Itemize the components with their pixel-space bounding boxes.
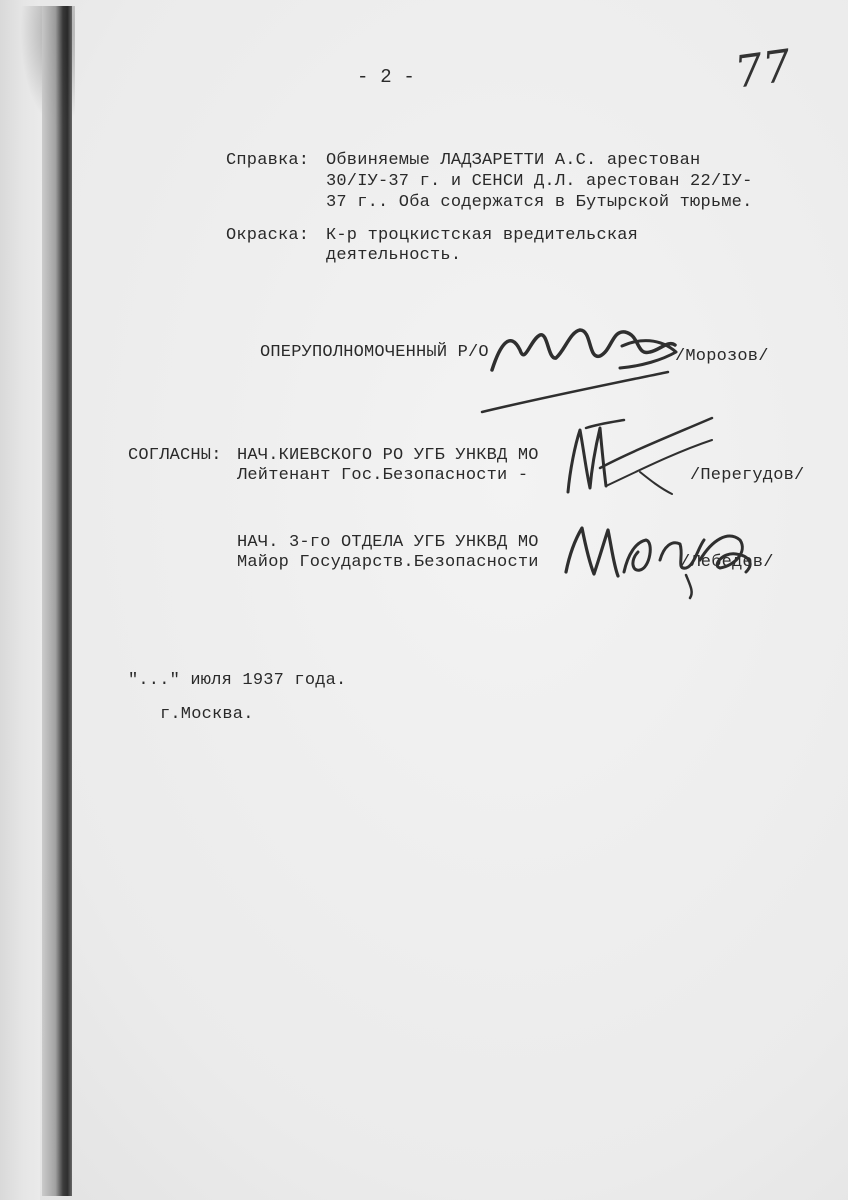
document-date: "..." июля 1937 года. <box>128 671 347 690</box>
reference-line-3: 37 г.. Оба содержатся в Бутырской тюрьме. <box>326 193 753 212</box>
signature-peregudov <box>568 418 712 494</box>
classification-label: Окраска: <box>226 226 310 245</box>
officer-title: ОПЕРУПОЛНОМОЧЕННЫЙ Р/О <box>260 343 489 362</box>
reference-line-2: 30/IУ-37 г. и СЕНСИ Д.Л. арестован 22/IУ- <box>326 172 753 191</box>
approver-1-line-1: НАЧ.КИЕВСКОГО РО УГБ УНКВД МО <box>237 446 539 465</box>
signature-morozov <box>482 330 676 412</box>
approver-1-line-2: Лейтенант Гос.Безопасности - <box>237 466 529 485</box>
classification-line-2: деятельность. <box>326 246 462 265</box>
signature-lebedev <box>566 528 750 598</box>
approver-2-line-2: Майор Государств.Безопасности <box>237 553 539 572</box>
approver-1-name: /Перегудов/ <box>690 466 805 485</box>
approval-label: СОГЛАСНЫ: <box>128 446 222 465</box>
approver-2-line-1: НАЧ. 3-го ОТДЕЛА УГБ УНКВД МО <box>237 533 539 552</box>
officer-name: /Морозов/ <box>675 347 769 366</box>
reference-label: Справка: <box>226 151 310 170</box>
reference-line-1: Обвиняемые ЛАДЗАРЕТТИ А.С. арестован <box>326 151 701 170</box>
document-city: г.Москва. <box>160 705 254 724</box>
archive-number: 77 <box>731 40 795 99</box>
approver-2-name: /Лебедев/ <box>680 553 774 572</box>
page-number: - 2 - <box>357 66 416 88</box>
classification-line-1: К-р троцкистская вредительская <box>326 226 639 245</box>
